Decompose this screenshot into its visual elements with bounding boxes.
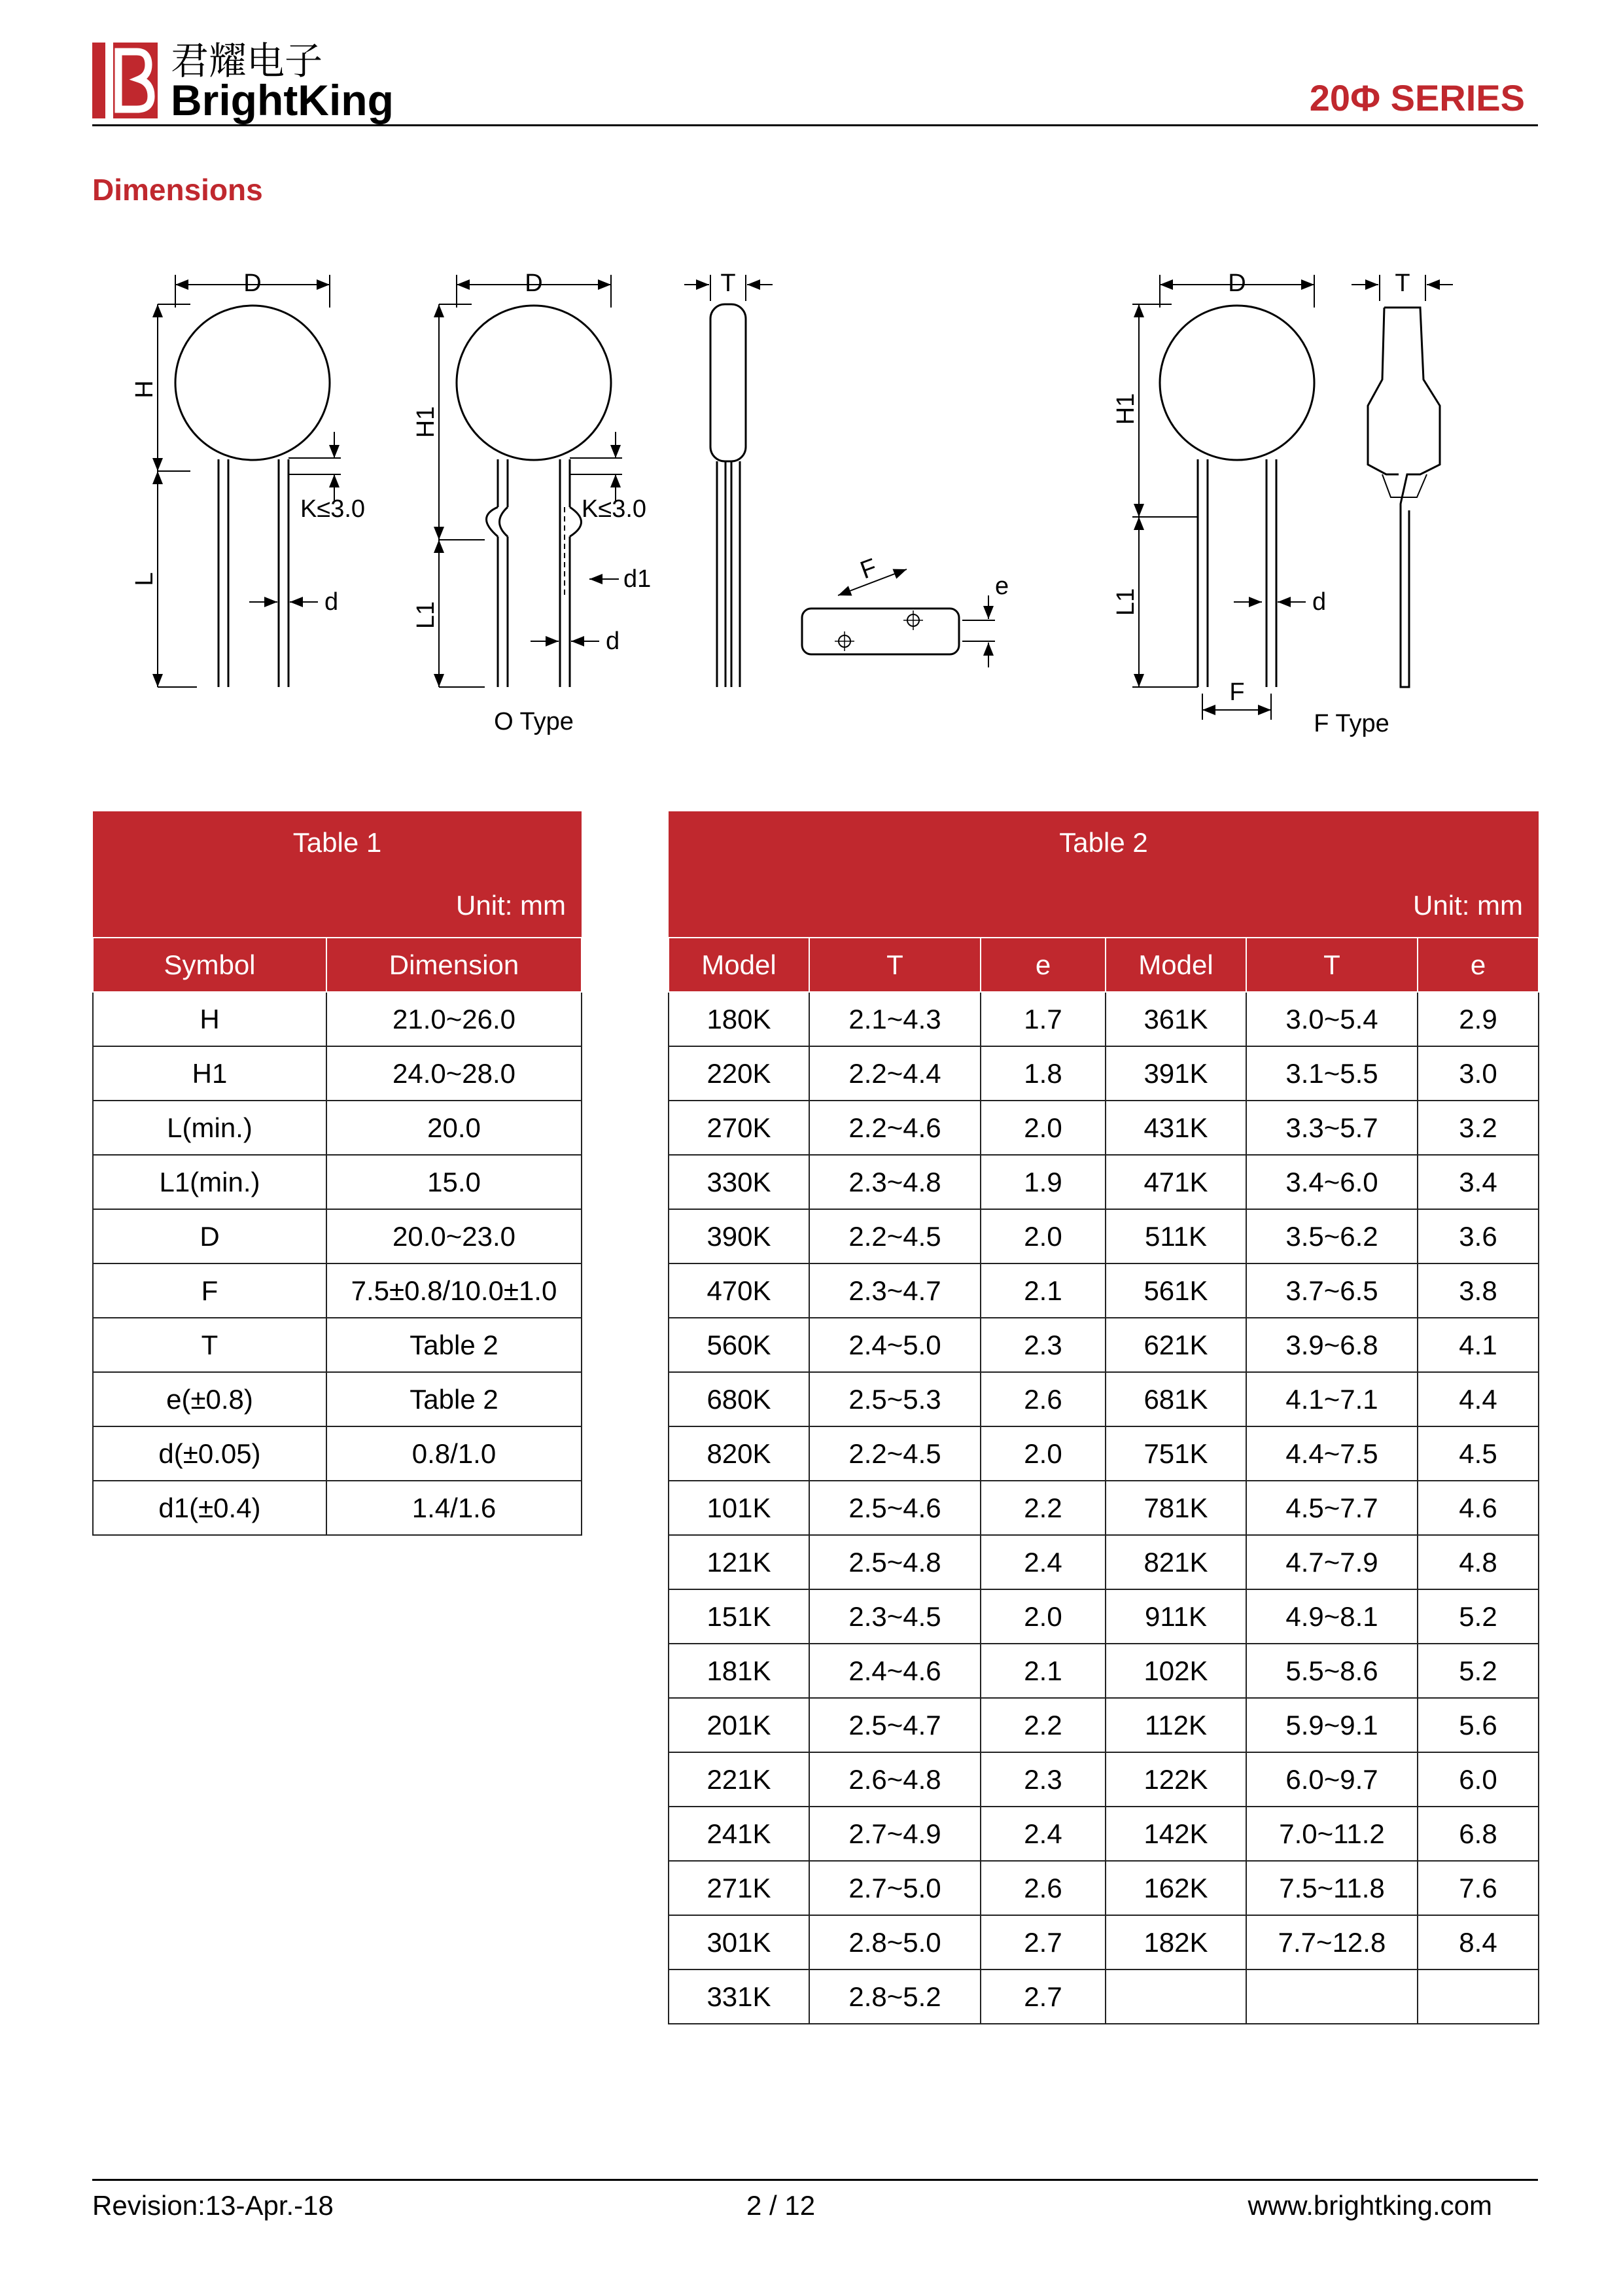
table-1-unit: Unit: mm xyxy=(93,874,582,938)
table-cell: 270K xyxy=(669,1101,809,1155)
table-cell: 2.5~4.8 xyxy=(809,1535,981,1589)
table-2-header-model-2: Model xyxy=(1106,938,1246,992)
table-cell: 271K xyxy=(669,1861,809,1915)
table-cell: 2.2 xyxy=(981,1698,1106,1752)
table-row xyxy=(669,1046,1539,1101)
label-H1-2: H1 xyxy=(1112,393,1140,425)
table-cell xyxy=(1106,1969,1246,2024)
table-cell: 5.6 xyxy=(1418,1698,1539,1752)
table-cell: 511K xyxy=(1106,1209,1246,1263)
table-cell: 24.0~28.0 xyxy=(326,1046,582,1101)
table-row xyxy=(93,1101,582,1155)
table-cell: 2.6 xyxy=(981,1372,1106,1426)
table-cell: 561K xyxy=(1106,1263,1246,1318)
table-row xyxy=(669,1698,1539,1752)
table-row xyxy=(93,992,582,1046)
section-title: Dimensions xyxy=(92,173,263,207)
table-1-header-symbol: Symbol xyxy=(93,938,326,992)
table-2-header-e: e xyxy=(981,938,1106,992)
table-cell: 301K xyxy=(669,1915,809,1969)
table-row xyxy=(93,1155,582,1209)
table-cell: 3.4 xyxy=(1418,1155,1539,1209)
table-row xyxy=(669,1969,1539,2024)
table-cell: 180K xyxy=(669,992,809,1046)
table-row xyxy=(93,1481,582,1535)
table-cell: 2.3~4.7 xyxy=(809,1263,981,1318)
brand-name-chinese: 君耀电子 xyxy=(171,39,323,83)
label-H: H xyxy=(131,380,158,398)
website-link[interactable]: www.brightking.com xyxy=(1248,2190,1492,2221)
table-cell: 1.7 xyxy=(981,992,1106,1046)
label-e: e xyxy=(995,573,1009,600)
table-cell: 470K xyxy=(669,1263,809,1318)
table-cell: 181K xyxy=(669,1644,809,1698)
table-cell: 151K xyxy=(669,1589,809,1644)
label-d1: d1 xyxy=(623,565,652,593)
label-H1: H1 xyxy=(412,406,440,438)
revision-text: Revision:13-Apr.-18 xyxy=(92,2190,334,2221)
label-d-3: d xyxy=(1312,588,1327,616)
table-cell: 3.4~6.0 xyxy=(1246,1155,1418,1209)
table-cell: 4.4 xyxy=(1418,1372,1539,1426)
table-cell: 2.5~5.3 xyxy=(809,1372,981,1426)
label-L1-2: L1 xyxy=(1112,588,1140,616)
page-header xyxy=(92,36,1538,126)
table-cell: 751K xyxy=(1106,1426,1246,1481)
table-1-body xyxy=(93,992,582,1535)
label-D-3: D xyxy=(1228,270,1246,298)
table-cell: 241K xyxy=(669,1807,809,1861)
table-2-header-t: T xyxy=(809,938,981,992)
table-cell: 2.1~4.3 xyxy=(809,992,981,1046)
page-footer xyxy=(92,2179,1538,2220)
table-cell: 7.5±0.8/10.0±1.0 xyxy=(326,1263,582,1318)
table-row xyxy=(93,1372,582,1426)
table-cell: 6.8 xyxy=(1418,1807,1539,1861)
table-cell: 820K xyxy=(669,1426,809,1481)
table-cell: 2.4~5.0 xyxy=(809,1318,981,1372)
table-cell: 4.9~8.1 xyxy=(1246,1589,1418,1644)
table-cell: 911K xyxy=(1106,1589,1246,1644)
table-cell: 4.1~7.1 xyxy=(1246,1372,1418,1426)
table-cell: 5.5~8.6 xyxy=(1246,1644,1418,1698)
table-cell: 142K xyxy=(1106,1807,1246,1861)
table-cell: 121K xyxy=(669,1535,809,1589)
table-cell: d1(±0.4) xyxy=(93,1481,326,1535)
table-cell: 3.1~5.5 xyxy=(1246,1046,1418,1101)
table-cell: 2.2~4.4 xyxy=(809,1046,981,1101)
label-d-1: d xyxy=(324,588,339,616)
table-cell: 2.5~4.7 xyxy=(809,1698,981,1752)
table-cell: 4.4~7.5 xyxy=(1246,1426,1418,1481)
table-cell: 220K xyxy=(669,1046,809,1101)
label-K-2: K≤3.0 xyxy=(582,495,647,523)
label-K-1: K≤3.0 xyxy=(300,495,366,523)
table-cell: 821K xyxy=(1106,1535,1246,1589)
table-cell: 1.9 xyxy=(981,1155,1106,1209)
brand-name: BrightKing xyxy=(171,76,394,124)
table-cell: Table 2 xyxy=(326,1372,582,1426)
table-row xyxy=(669,1535,1539,1589)
table-cell: 2.0 xyxy=(981,1101,1106,1155)
table-cell: 5.9~9.1 xyxy=(1246,1698,1418,1752)
table-cell: 112K xyxy=(1106,1698,1246,1752)
table-cell: 2.2 xyxy=(981,1481,1106,1535)
table-cell: 6.0 xyxy=(1418,1752,1539,1807)
table-cell: 4.5~7.7 xyxy=(1246,1481,1418,1535)
table-cell: 361K xyxy=(1106,992,1246,1046)
table-cell: 2.6~4.8 xyxy=(809,1752,981,1807)
table-row xyxy=(669,1861,1539,1915)
table-2-title: Table 2 xyxy=(669,811,1539,874)
table-cell: 431K xyxy=(1106,1101,1246,1155)
table-cell: 390K xyxy=(669,1209,809,1263)
table-cell: 781K xyxy=(1106,1481,1246,1535)
table-cell: 2.6 xyxy=(981,1861,1106,1915)
table-cell: 4.6 xyxy=(1418,1481,1539,1535)
table-cell: 3.5~6.2 xyxy=(1246,1209,1418,1263)
table-cell: 2.1 xyxy=(981,1644,1106,1698)
table-row xyxy=(93,1209,582,1263)
table-2-unit: Unit: mm xyxy=(669,874,1539,938)
table-2 xyxy=(668,811,1539,2024)
table-2-header-model: Model xyxy=(669,938,809,992)
table-cell: 3.3~5.7 xyxy=(1246,1101,1418,1155)
table-cell: 2.3~4.8 xyxy=(809,1155,981,1209)
table-2-header-t-2: T xyxy=(1246,938,1418,992)
table-cell: 8.4 xyxy=(1418,1915,1539,1969)
table-cell: 102K xyxy=(1106,1644,1246,1698)
table-cell: 1.8 xyxy=(981,1046,1106,1101)
table-cell: d(±0.05) xyxy=(93,1426,326,1481)
table-cell: 21.0~26.0 xyxy=(326,992,582,1046)
table-cell: L1(min.) xyxy=(93,1155,326,1209)
label-F-1: F xyxy=(856,554,881,585)
brightking-logo-icon xyxy=(92,43,158,118)
table-cell: 7.0~11.2 xyxy=(1246,1807,1418,1861)
table-row xyxy=(669,1807,1539,1861)
table-cell: 4.7~7.9 xyxy=(1246,1535,1418,1589)
label-L1: L1 xyxy=(412,601,440,629)
table-row xyxy=(669,1101,1539,1155)
table-row xyxy=(669,1644,1539,1698)
table-cell: 122K xyxy=(1106,1752,1246,1807)
table-cell: 7.7~12.8 xyxy=(1246,1915,1418,1969)
table-cell: 15.0 xyxy=(326,1155,582,1209)
page-number: 2 / 12 xyxy=(746,2190,816,2221)
table-cell: 2.3~4.5 xyxy=(809,1589,981,1644)
table-row xyxy=(669,1155,1539,1209)
table-cell: 20.0~23.0 xyxy=(326,1209,582,1263)
table-cell: 3.2 xyxy=(1418,1101,1539,1155)
table-cell: 680K xyxy=(669,1372,809,1426)
table-row xyxy=(669,1426,1539,1481)
f-type-caption: F Type xyxy=(1314,710,1389,737)
table-cell: 7.6 xyxy=(1418,1861,1539,1915)
label-F-2: F xyxy=(1229,679,1245,706)
table-1-title: Table 1 xyxy=(93,811,582,874)
table-cell: 621K xyxy=(1106,1318,1246,1372)
table-row xyxy=(669,1372,1539,1426)
table-cell: 391K xyxy=(1106,1046,1246,1101)
table-cell: 2.4~4.6 xyxy=(809,1644,981,1698)
table-row xyxy=(93,1318,582,1372)
series-title: 20Φ SERIES xyxy=(1309,77,1525,118)
table-cell: H1 xyxy=(93,1046,326,1101)
dimension-drawing xyxy=(92,249,1558,759)
table-cell: 2.0 xyxy=(981,1589,1106,1644)
table-cell: 2.2~4.5 xyxy=(809,1209,981,1263)
table-cell: e(±0.8) xyxy=(93,1372,326,1426)
table-cell: Table 2 xyxy=(326,1318,582,1372)
table-cell: 3.9~6.8 xyxy=(1246,1318,1418,1372)
table-row xyxy=(669,1915,1539,1969)
table-cell xyxy=(1418,1969,1539,2024)
table-cell: 2.9 xyxy=(1418,992,1539,1046)
table-cell: F xyxy=(93,1263,326,1318)
table-cell: 681K xyxy=(1106,1372,1246,1426)
table-row xyxy=(669,1318,1539,1372)
table-cell: 101K xyxy=(669,1481,809,1535)
table-cell: 4.1 xyxy=(1418,1318,1539,1372)
table-cell: 2.3 xyxy=(981,1318,1106,1372)
table-cell: 3.8 xyxy=(1418,1263,1539,1318)
table-cell: 20.0 xyxy=(326,1101,582,1155)
table-cell: 2.2~4.5 xyxy=(809,1426,981,1481)
table-cell: 201K xyxy=(669,1698,809,1752)
table-cell: 2.7~5.0 xyxy=(809,1861,981,1915)
table-cell: 330K xyxy=(669,1155,809,1209)
table-cell: 3.0 xyxy=(1418,1046,1539,1101)
table-row xyxy=(93,1046,582,1101)
table-1-header-dimension: Dimension xyxy=(326,938,582,992)
label-d-2: d xyxy=(606,627,620,655)
table-2-body xyxy=(669,992,1539,2024)
table-row xyxy=(669,1209,1539,1263)
table-1 xyxy=(92,811,582,1536)
table-cell: 3.6 xyxy=(1418,1209,1539,1263)
table-row xyxy=(669,1481,1539,1535)
table-cell: 6.0~9.7 xyxy=(1246,1752,1418,1807)
table-cell: 2.7 xyxy=(981,1969,1106,2024)
label-T-1: T xyxy=(720,270,736,298)
table-row xyxy=(669,1589,1539,1644)
table-cell: 2.5~4.6 xyxy=(809,1481,981,1535)
table-cell: 0.8/1.0 xyxy=(326,1426,582,1481)
table-cell: 4.5 xyxy=(1418,1426,1539,1481)
table-cell: 2.8~5.0 xyxy=(809,1915,981,1969)
table-cell: 182K xyxy=(1106,1915,1246,1969)
table-cell: 2.4 xyxy=(981,1535,1106,1589)
table-cell: 2.7~4.9 xyxy=(809,1807,981,1861)
table-cell: 2.7 xyxy=(981,1915,1106,1969)
label-T-2: T xyxy=(1395,270,1410,298)
table-row xyxy=(93,1263,582,1318)
table-cell: 5.2 xyxy=(1418,1589,1539,1644)
table-cell: T xyxy=(93,1318,326,1372)
table-cell: 5.2 xyxy=(1418,1644,1539,1698)
table-cell xyxy=(1246,1969,1418,2024)
table-cell: H xyxy=(93,992,326,1046)
label-L: L xyxy=(131,572,158,586)
table-2-header-e-2: e xyxy=(1418,938,1539,992)
table-cell: 2.4 xyxy=(981,1807,1106,1861)
table-cell: 4.8 xyxy=(1418,1535,1539,1589)
table-cell: 2.1 xyxy=(981,1263,1106,1318)
table-cell: L(min.) xyxy=(93,1101,326,1155)
table-cell: 2.3 xyxy=(981,1752,1106,1807)
label-D-1: D xyxy=(243,270,262,298)
table-cell: 221K xyxy=(669,1752,809,1807)
table-cell: 2.2~4.6 xyxy=(809,1101,981,1155)
label-D-2: D xyxy=(525,270,543,298)
table-cell: 2.8~5.2 xyxy=(809,1969,981,2024)
o-type-caption: O Type xyxy=(494,708,574,735)
table-row xyxy=(669,1752,1539,1807)
table-cell: 471K xyxy=(1106,1155,1246,1209)
table-cell: 3.0~5.4 xyxy=(1246,992,1418,1046)
table-cell: 2.0 xyxy=(981,1209,1106,1263)
table-cell: 3.7~6.5 xyxy=(1246,1263,1418,1318)
table-cell: 7.5~11.8 xyxy=(1246,1861,1418,1915)
table-row xyxy=(669,1263,1539,1318)
table-cell: 2.0 xyxy=(981,1426,1106,1481)
table-cell: 162K xyxy=(1106,1861,1246,1915)
table-cell: D xyxy=(93,1209,326,1263)
table-cell: 1.4/1.6 xyxy=(326,1481,582,1535)
table-cell: 331K xyxy=(669,1969,809,2024)
table-row xyxy=(669,992,1539,1046)
table-row xyxy=(93,1426,582,1481)
table-cell: 560K xyxy=(669,1318,809,1372)
